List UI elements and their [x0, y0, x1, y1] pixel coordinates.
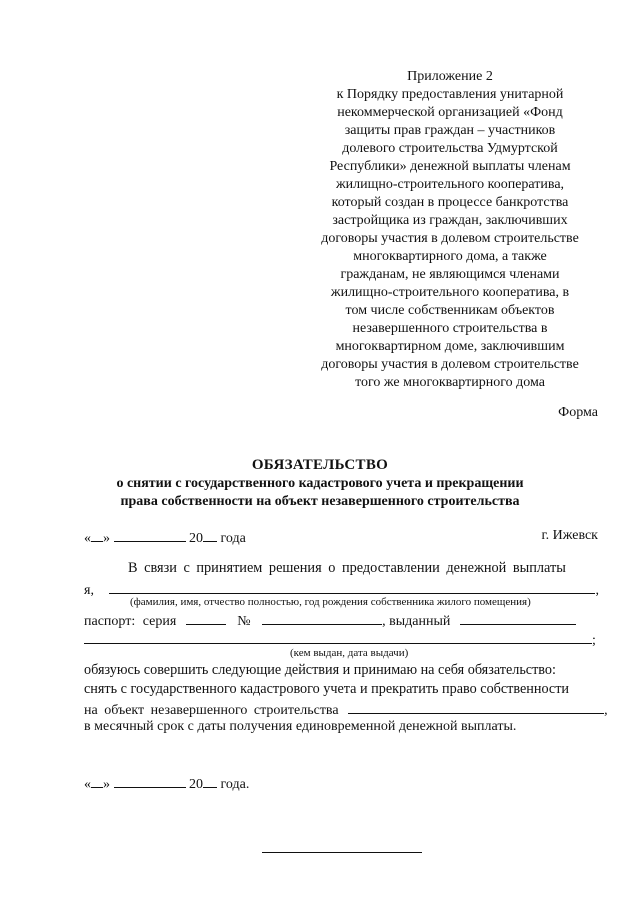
- ya-label: я,: [84, 583, 94, 598]
- series-field[interactable]: [186, 611, 226, 625]
- number-label: №: [237, 614, 251, 629]
- appendix-line: Приложение 2: [407, 69, 493, 84]
- city-label: г. Ижевск: [541, 528, 598, 543]
- caption-fio: (фамилия, имя, отчество полностью, год рождения собственника жилого помещения): [130, 596, 531, 608]
- sig-month-field[interactable]: [114, 774, 186, 788]
- obligation-line4: в месячный срок с даты получения единовременной денежной выплаты.: [84, 719, 517, 734]
- obligation-line1: обязуюсь совершить следующие действия и принимаю на себя обязательство:: [84, 662, 556, 678]
- month-field[interactable]: [114, 528, 186, 542]
- year-suffix: года: [220, 531, 246, 546]
- form-label: Форма: [558, 405, 598, 420]
- appendix-line: застройщика из граждан, заключивших: [332, 213, 568, 228]
- series-label: серия: [142, 614, 177, 629]
- caption-issued: (кем выдан, дата выдачи): [290, 647, 409, 659]
- appendix-line: жилищно-строительного кооператива, в: [330, 285, 570, 300]
- object-row: [84, 700, 608, 719]
- passport-row: [84, 611, 576, 630]
- appendix-line: том числе собственникам объектов: [345, 303, 555, 318]
- appendix-line: гражданам, не являющимся членами: [340, 267, 560, 282]
- date-quote-close: »: [103, 531, 110, 546]
- fullname-field[interactable]: [109, 580, 595, 594]
- sig-year-field[interactable]: [203, 774, 217, 788]
- sig-quote-close: »: [103, 777, 110, 792]
- sig-day-field[interactable]: [91, 774, 103, 788]
- year-prefix: 20: [189, 531, 203, 546]
- day-field[interactable]: [91, 528, 103, 542]
- appendix-line: который создан в процессе банкротства: [331, 195, 569, 210]
- sig-quote-open: «: [84, 777, 91, 792]
- appendix-line: того же многоквартирного дома: [355, 375, 545, 390]
- appendix-line: договоры участия в долевом строительстве: [321, 231, 579, 246]
- appendix-line: многоквартирном доме, заключившим: [335, 339, 565, 354]
- date-quote-open: «: [84, 531, 91, 546]
- object-label: на объект незавершенного строительства: [84, 703, 339, 718]
- title-subtitle-line1: о снятии с государственного кадастрового учета и прекращении: [116, 476, 524, 491]
- obligation-line2: снять с государственного кадастрового учета и прекратить право собственности: [84, 681, 570, 697]
- signature-date-row: [84, 774, 249, 793]
- object-field[interactable]: [348, 700, 604, 714]
- sig-year-prefix: 20: [189, 777, 203, 792]
- appendix-line: долевого строительства Удмуртской: [342, 141, 558, 156]
- issued-label: , выданный: [382, 614, 451, 629]
- appendix-line: договоры участия в долевом строительстве: [321, 357, 579, 372]
- title-main: ОБЯЗАТЕЛЬСТВО: [251, 457, 389, 473]
- appendix-header: [300, 68, 600, 392]
- date-row: [84, 528, 246, 547]
- sig-year-suffix: года.: [220, 777, 250, 792]
- ya-comma: ,: [595, 583, 599, 598]
- issued-by-field[interactable]: [460, 611, 576, 625]
- appendix-line: к Порядку предоставления унитарной: [336, 87, 564, 102]
- document-title: [40, 455, 600, 511]
- appendix-line: многоквартирного дома, а также: [353, 249, 547, 264]
- appendix-line: некоммерческой организацией «Фонд: [337, 105, 563, 120]
- appendix-line: защиты прав граждан – участников: [344, 123, 556, 138]
- appendix-line: незавершенного строительства в: [352, 321, 548, 336]
- appendix-line: Республики» денежной выплаты членам: [329, 159, 571, 174]
- passport-label: паспорт:: [84, 614, 136, 629]
- title-subtitle-line2: права собственности на объект незавершенного строительства: [120, 494, 520, 509]
- intro-text: В связи с принятием решения о предоставлении денежной выплаты: [128, 560, 566, 576]
- signature-line[interactable]: [262, 852, 422, 853]
- issued-details-field[interactable]: [84, 630, 592, 644]
- issued-semicolon: ;: [592, 633, 596, 648]
- number-field[interactable]: [262, 611, 382, 625]
- object-comma: ,: [604, 703, 608, 718]
- year-field[interactable]: [203, 528, 217, 542]
- appendix-line: жилищно-строительного кооператива,: [335, 177, 565, 192]
